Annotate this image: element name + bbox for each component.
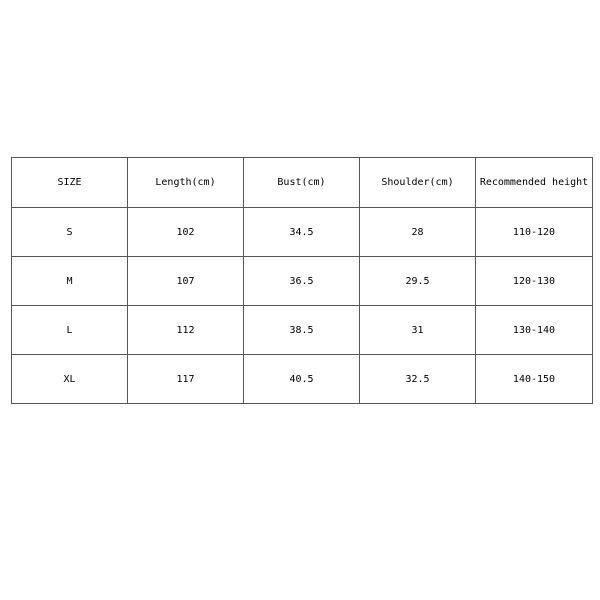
cell-shoulder: 29.5 xyxy=(360,257,476,306)
table-row xyxy=(12,355,593,404)
header-length: Length(cm) xyxy=(128,158,244,208)
table-header-row xyxy=(12,158,593,208)
header-size: SIZE xyxy=(12,158,128,208)
cell-size: S xyxy=(12,208,128,257)
cell-length: 117 xyxy=(128,355,244,404)
cell-size: XL xyxy=(12,355,128,404)
cell-size: M xyxy=(12,257,128,306)
cell-shoulder: 28 xyxy=(360,208,476,257)
table-row xyxy=(12,306,593,355)
cell-shoulder: 32.5 xyxy=(360,355,476,404)
header-recommended-height: Recommended height xyxy=(476,158,593,208)
header-bust: Bust(cm) xyxy=(244,158,360,208)
cell-recommended-height: 120-130 xyxy=(476,257,593,306)
cell-length: 102 xyxy=(128,208,244,257)
cell-shoulder: 31 xyxy=(360,306,476,355)
cell-bust: 34.5 xyxy=(244,208,360,257)
cell-length: 112 xyxy=(128,306,244,355)
cell-bust: 36.5 xyxy=(244,257,360,306)
cell-recommended-height: 130-140 xyxy=(476,306,593,355)
table-row xyxy=(12,208,593,257)
cell-recommended-height: 110-120 xyxy=(476,208,593,257)
size-chart-table xyxy=(11,157,593,404)
table-row xyxy=(12,257,593,306)
cell-bust: 40.5 xyxy=(244,355,360,404)
cell-size: L xyxy=(12,306,128,355)
cell-length: 107 xyxy=(128,257,244,306)
cell-recommended-height: 140-150 xyxy=(476,355,593,404)
cell-bust: 38.5 xyxy=(244,306,360,355)
header-shoulder: Shoulder(cm) xyxy=(360,158,476,208)
